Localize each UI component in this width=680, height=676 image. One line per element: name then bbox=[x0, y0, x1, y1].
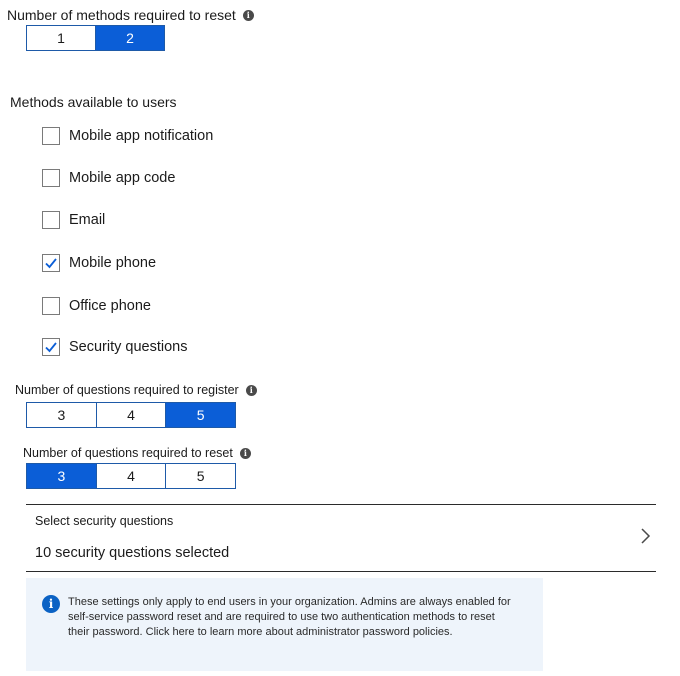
info-circle-icon: i bbox=[42, 595, 60, 613]
method-label-mobile-phone: Mobile phone bbox=[69, 255, 157, 271]
method-label-mobile-app-notification: Mobile app notification bbox=[69, 128, 214, 144]
reset-methods-option-2[interactable]: 2 bbox=[96, 26, 164, 50]
reset-methods-label-text: Number of methods required to reset bbox=[7, 7, 236, 23]
register-questions-label bbox=[15, 383, 257, 397]
info-icon[interactable]: i bbox=[240, 448, 251, 459]
reset-questions-option-5[interactable]: 5 bbox=[166, 464, 235, 488]
checkbox-office-phone[interactable] bbox=[42, 297, 60, 315]
checkbox-security-questions[interactable] bbox=[42, 338, 60, 356]
methods-heading: Methods available to users bbox=[10, 94, 177, 110]
divider-bottom bbox=[26, 571, 656, 572]
register-questions-option-4[interactable]: 4 bbox=[97, 403, 167, 427]
reset-questions-option-4[interactable]: 4 bbox=[97, 464, 167, 488]
select-security-questions-row[interactable] bbox=[26, 505, 656, 571]
method-row-office-phone bbox=[42, 295, 151, 317]
checkmark-icon bbox=[44, 340, 58, 354]
method-row-security-questions bbox=[42, 336, 187, 358]
checkbox-mobile-app-notification[interactable] bbox=[42, 127, 60, 145]
reset-methods-label bbox=[7, 7, 254, 23]
reset-questions-label bbox=[23, 446, 251, 460]
register-questions-option-5[interactable]: 5 bbox=[166, 403, 235, 427]
method-row-mobile-app-notification bbox=[42, 125, 213, 147]
reset-questions-selector bbox=[26, 463, 236, 489]
reset-methods-option-1[interactable]: 1 bbox=[27, 26, 96, 50]
chevron-right-icon bbox=[640, 527, 652, 545]
info-icon[interactable]: i bbox=[243, 10, 254, 21]
method-row-mobile-phone bbox=[42, 252, 156, 274]
reset-questions-label-text: Number of questions required to reset bbox=[23, 446, 233, 460]
method-row-mobile-app-code bbox=[42, 167, 175, 189]
checkbox-mobile-app-code[interactable] bbox=[42, 169, 60, 187]
register-questions-selector bbox=[26, 402, 236, 428]
method-row-email bbox=[42, 209, 105, 231]
register-questions-option-3[interactable]: 3 bbox=[27, 403, 97, 427]
reset-methods-selector bbox=[26, 25, 165, 51]
checkbox-mobile-phone[interactable] bbox=[42, 254, 60, 272]
info-icon[interactable]: i bbox=[246, 385, 257, 396]
method-label-office-phone: Office phone bbox=[69, 298, 151, 314]
reset-questions-option-3[interactable]: 3 bbox=[27, 464, 97, 488]
security-questions-value: 10 security questions selected bbox=[35, 545, 230, 561]
checkbox-email[interactable] bbox=[42, 211, 60, 229]
method-label-email: Email bbox=[69, 212, 106, 228]
method-label-mobile-app-code: Mobile app code bbox=[69, 170, 176, 186]
register-questions-label-text: Number of questions required to register bbox=[15, 383, 239, 397]
security-questions-title: Select security questions bbox=[35, 514, 174, 528]
info-box-text[interactable]: These settings only apply to end users in your organization. Admins are always enabled for self-service password reset and are required to use two authentication methods to reset their password. Click here to learn more about administrator password policies. bbox=[68, 596, 511, 638]
method-label-security-questions: Security questions bbox=[69, 339, 188, 355]
info-box bbox=[26, 578, 543, 671]
checkmark-icon bbox=[44, 256, 58, 270]
